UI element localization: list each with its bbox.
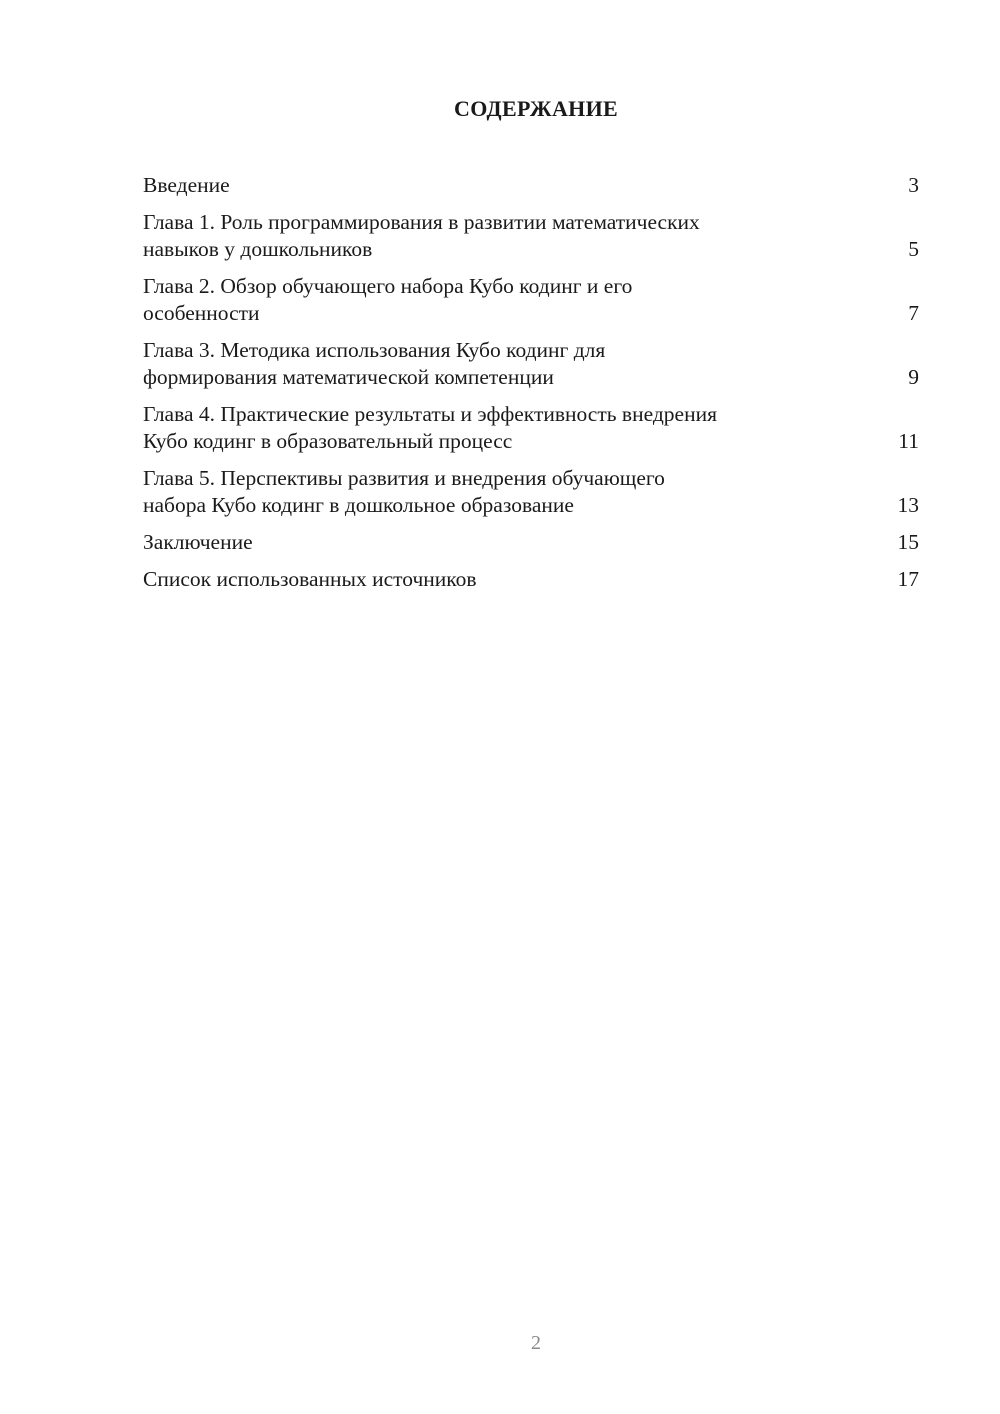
toc-entry-text: Список использованных источников — [143, 567, 477, 591]
toc-entry-text: Глава 4. Практические результаты и эффективность внедрения Кубо кодинг в образовательный процесс — [143, 402, 717, 453]
toc-title: СОДЕРЖАНИЕ — [454, 96, 618, 121]
toc-entry-text: Глава 3. Методика использования Кубо кодинг для формирования математической компетенции — [143, 338, 606, 389]
toc-entry-chapter-4[interactable] — [143, 401, 919, 455]
toc-entry-page: 15 — [897, 530, 919, 554]
toc-entry-page: 5 — [908, 237, 919, 261]
toc-entry-chapter-1[interactable] — [143, 209, 919, 263]
toc-entry-text: Заключение — [143, 530, 253, 554]
toc-entry-conclusion[interactable] — [143, 529, 919, 556]
toc-entry-page: 13 — [897, 493, 919, 517]
page-number: 2 — [531, 1332, 541, 1354]
toc-entry-page: 11 — [898, 429, 919, 453]
toc-entry-chapter-5[interactable] — [143, 465, 919, 519]
toc-entry-references[interactable] — [143, 566, 919, 593]
toc-entry-text: Глава 2. Обзор обучающего набора Кубо кодинг и его особенности — [143, 274, 633, 325]
toc-entry-chapter-3[interactable] — [143, 337, 919, 391]
toc-entry-page: 3 — [908, 173, 919, 197]
toc-entry-page: 7 — [908, 301, 919, 325]
toc-entry-introduction[interactable] — [143, 172, 919, 199]
toc-entry-text: Глава 5. Перспективы развития и внедрения обучающего набора Кубо кодинг в дошкольное образование — [143, 466, 665, 517]
toc-entry-text: Глава 1. Роль программирования в развитии математических навыков у дошкольников — [143, 210, 700, 261]
toc-entry-chapter-2[interactable] — [143, 273, 919, 327]
toc-entry-page: 9 — [908, 365, 919, 389]
toc-entry-page: 17 — [897, 567, 919, 591]
toc-list — [143, 172, 919, 603]
toc-entry-text: Введение — [143, 173, 230, 197]
